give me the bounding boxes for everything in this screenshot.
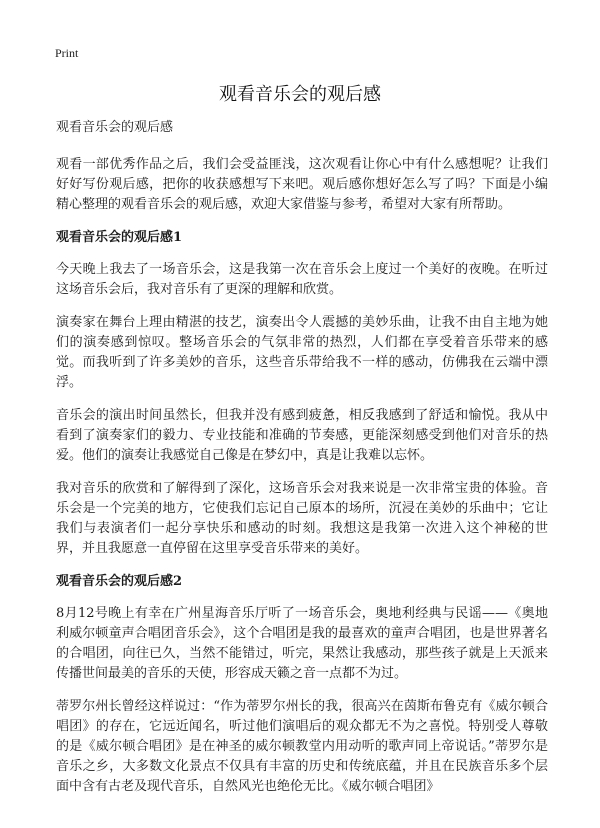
section-heading: 观看音乐会的观后感2 <box>56 574 183 589</box>
article-subtitle: 观看音乐会的观后感 <box>56 120 174 135</box>
print-link[interactable]: Print <box>55 46 79 60</box>
section-2 <box>56 572 548 797</box>
paragraph: 音乐会的演出时间虽然长，但我并没有感到疲惫，相反我感到了舒适和愉悦。我从中看到了演奏家们的毅力、专业技能和准确的节奏感，更能深刻感受到他们对音乐的热爱。他们的演奏让我感觉自己像是在梦幻中，真是让我难以忘怀。 <box>56 408 548 463</box>
paragraph: 蒂罗尔州长曾经这样说过：“作为蒂罗尔州长的我，很高兴在茵斯布鲁克有《威尔顿合唱团》的存在，它远近闻名，听过他们演唱后的观众都无不为之喜悦。特别受人尊敬的是《威尔顿合唱团》是在神圣的威尔顿教堂内用动听的歌声同上帝说话。”蒂罗尔是音乐之乡，大多数文化景点不仅具有丰富的历史和传统底蕴，并且在民族音乐多个层面中含有古老及现代音乐，自然风光也绝伦无比。《威尔顿合唱团》 <box>56 699 548 794</box>
paragraph: 我对音乐的欣赏和了解得到了深化，这场音乐会对我来说是一次非常宝贵的体验。音乐会是一个完美的地方，它使我们忘记自己原本的场所，沉浸在美妙的乐曲中；它让我们与表演者们一起分享快乐和感动的时刻。我想这是我第一次进入这个神秘的世界，并且我愿意一直停留在这里享受音乐带来的美好。 <box>56 481 548 556</box>
paragraph: 演奏家在舞台上理由精湛的技艺，演奏出令人震撼的美妙乐曲，让我不由自主地为她们的演奏感到惊叹。整场音乐会的气氛非常的热烈，人们都在享受着音乐带来的感觉。而我听到了许多美妙的音乐，这些音乐带给我不一样的感动，仿佛我在云端中漂浮。 <box>56 315 548 390</box>
article-body <box>56 118 548 810</box>
section-heading: 观看音乐会的观后感1 <box>56 230 183 245</box>
intro-paragraph: 观看一部优秀作品之后，我们会受益匪浅，这次观看让你心中有什么感想呢？让我们好好写份观后感，把你的收获感想写下来吧。观后感你想好怎么写了吗？下面是小编精心整理的观看音乐会的观后感，欢迎大家借鉴与参考，希望对大家有所帮助。 <box>56 157 548 212</box>
paragraph: 8月12号晚上有幸在广州星海音乐厅听了一场音乐会，奥地利经典与民谣——《奥地利威尔顿童声合唱团音乐会》，这个合唱团是我的最喜欢的童声合唱团，也是世界著名的合唱团，向往已久，当然不能错过，听完，果然让我感动，那些孩子就是上天派来传播世间最美的音乐的天使，形容成天籁之音一点都不为过。 <box>56 606 548 681</box>
section-1 <box>56 228 548 559</box>
page-title: 观看音乐会的观后感 <box>219 84 381 105</box>
paragraph: 今天晚上我去了一场音乐会，这是我第一次在音乐会上度过一个美好的夜晚。在听过这场音乐会后，我对音乐有了更深的理解和欣赏。 <box>56 262 548 297</box>
